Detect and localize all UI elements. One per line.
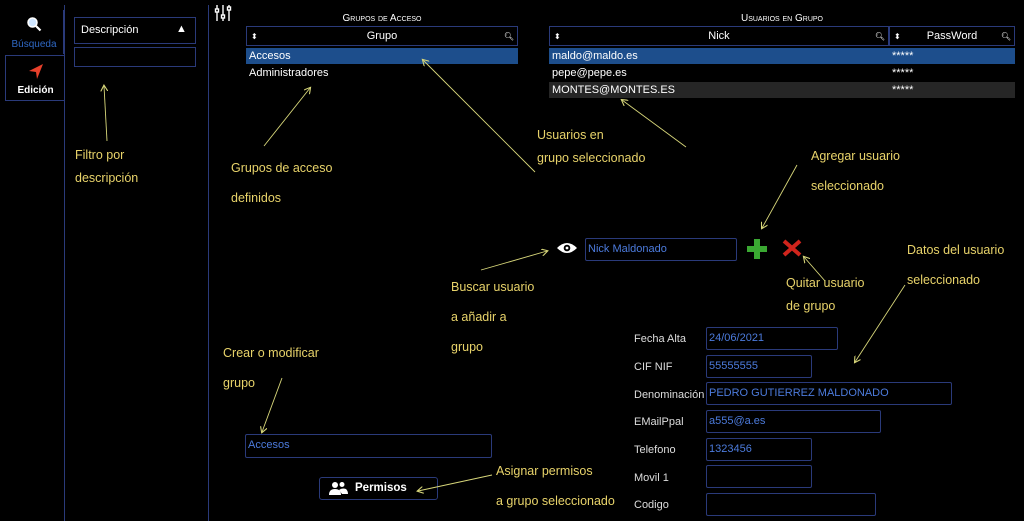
- group-row-administradores[interactable]: Administradores: [249, 67, 329, 79]
- arrow-add-user: [762, 165, 797, 228]
- groups-column-label: Grupo: [366, 30, 398, 42]
- annotation-line: a añadir a: [451, 310, 507, 324]
- filter-input[interactable]: [74, 47, 196, 67]
- users-panel-title: Usuarios en Grupo: [740, 13, 823, 24]
- group-row-accesos[interactable]: Accesos: [246, 48, 518, 64]
- field-email[interactable]: a555@a.es: [706, 410, 881, 433]
- nick-column-header[interactable]: [549, 26, 889, 46]
- password-column-header[interactable]: [889, 26, 1015, 46]
- field-label-telefono: Telefono: [634, 444, 676, 456]
- field-fecha-alta[interactable]: 24/06/2021: [706, 327, 838, 350]
- column-search-icon[interactable]: 🔍︎: [1000, 32, 1011, 41]
- annotation-line: Usuarios en: [537, 128, 604, 142]
- filter-column-header[interactable]: [74, 17, 196, 44]
- user-password-cell: *****: [889, 48, 1015, 64]
- field-denominacion[interactable]: PEDRO GUTIERREZ MALDONADO: [706, 382, 952, 405]
- annotation-remove-user: [786, 272, 865, 318]
- field-label-denominacion: Denominación: [634, 389, 705, 401]
- user-nick-cell: pepe@pepe.es: [552, 67, 627, 79]
- user-nick-cell: MONTES@MONTES.ES: [549, 82, 889, 98]
- annotation-line: Filtro por: [75, 148, 125, 162]
- field-cif-nif[interactable]: 55555555: [706, 355, 812, 378]
- annotation-line: Grupos de acceso: [231, 161, 333, 175]
- annotation-line: seleccionado: [907, 273, 980, 287]
- tab-edicion[interactable]: [5, 55, 65, 101]
- annotation-assign-perms: [496, 456, 615, 516]
- annotation-add-user: [811, 141, 900, 201]
- annotation-line: Asignar permisos: [496, 464, 593, 478]
- field-label-fecha-alta: Fecha Alta: [634, 333, 686, 345]
- nick-column-label: Nick: [708, 30, 730, 42]
- sidebar-panel: [64, 5, 209, 521]
- annotation-line: Datos del usuario: [907, 243, 1005, 257]
- annotation-user-data: [907, 235, 1004, 295]
- navigation-arrow-icon: [27, 63, 45, 84]
- annotation-groups: [231, 153, 332, 213]
- annotation-line: Crear o modificar: [223, 346, 319, 360]
- sort-icon: ⬍: [894, 32, 901, 41]
- tab-edicion-label: Edición: [17, 85, 54, 96]
- user-search-input[interactable]: Nick Maldonado: [585, 238, 737, 261]
- field-codigo[interactable]: [706, 493, 876, 516]
- field-telefono[interactable]: 1323456: [706, 438, 812, 461]
- annotation-line: Agregar usuario: [811, 149, 900, 163]
- annotation-line: descripción: [75, 171, 139, 185]
- arrow-groups: [264, 88, 310, 146]
- sort-up-icon[interactable]: ▲: [176, 23, 187, 35]
- annotation-line: definidos: [231, 191, 282, 205]
- annotation-users: [537, 124, 645, 170]
- annotation-create-group: [223, 338, 319, 398]
- tab-busqueda[interactable]: [5, 10, 64, 54]
- annotation-filter: [75, 144, 138, 190]
- tab-busqueda-label: Búsqueda: [11, 39, 57, 50]
- user-password-cell: *****: [892, 67, 914, 79]
- annotation-line: grupo: [223, 376, 255, 390]
- settings-sliders-icon[interactable]: [214, 4, 232, 25]
- search-icon: [26, 16, 42, 35]
- field-label-cif-nif: CIF NIF: [634, 361, 673, 373]
- permissions-button[interactable]: [319, 477, 438, 500]
- groups-column-header[interactable]: [246, 26, 518, 46]
- field-movil[interactable]: [706, 465, 812, 488]
- user-nick-cell: maldo@maldo.es: [549, 48, 889, 64]
- annotation-line: Quitar usuario: [786, 276, 865, 290]
- sort-icon: ⬍: [251, 32, 258, 41]
- annotation-line: a grupo seleccionado: [496, 494, 615, 508]
- annotation-line: grupo seleccionado: [537, 151, 646, 165]
- group-name-input[interactable]: Accesos: [245, 434, 492, 458]
- users-icon: [329, 481, 349, 499]
- filter-header-label: Descripción: [81, 24, 139, 36]
- user-password-cell: *****: [889, 82, 1015, 98]
- permissions-button-label: Permisos: [355, 482, 407, 494]
- plus-icon[interactable]: [746, 238, 768, 263]
- field-label-codigo: Codigo: [634, 499, 669, 511]
- annotation-line: de grupo: [786, 299, 836, 313]
- field-label-email: EMailPpal: [634, 416, 684, 428]
- sort-icon: ⬍: [554, 32, 561, 41]
- field-label-movil: Movil 1: [634, 472, 669, 484]
- annotation-search-user: [451, 272, 534, 362]
- groups-panel-title: Grupos de Acceso: [342, 13, 422, 24]
- password-column-label: PassWord: [926, 30, 978, 42]
- column-search-icon[interactable]: 🔍︎: [503, 32, 514, 41]
- annotation-line: Buscar usuario: [451, 280, 535, 294]
- annotation-line: grupo: [451, 340, 483, 354]
- column-search-icon[interactable]: 🔍︎: [874, 32, 885, 41]
- arrow-search-user: [481, 251, 547, 270]
- remove-x-icon[interactable]: [781, 237, 803, 262]
- eye-icon[interactable]: [556, 241, 578, 258]
- annotation-line: seleccionado: [811, 179, 884, 193]
